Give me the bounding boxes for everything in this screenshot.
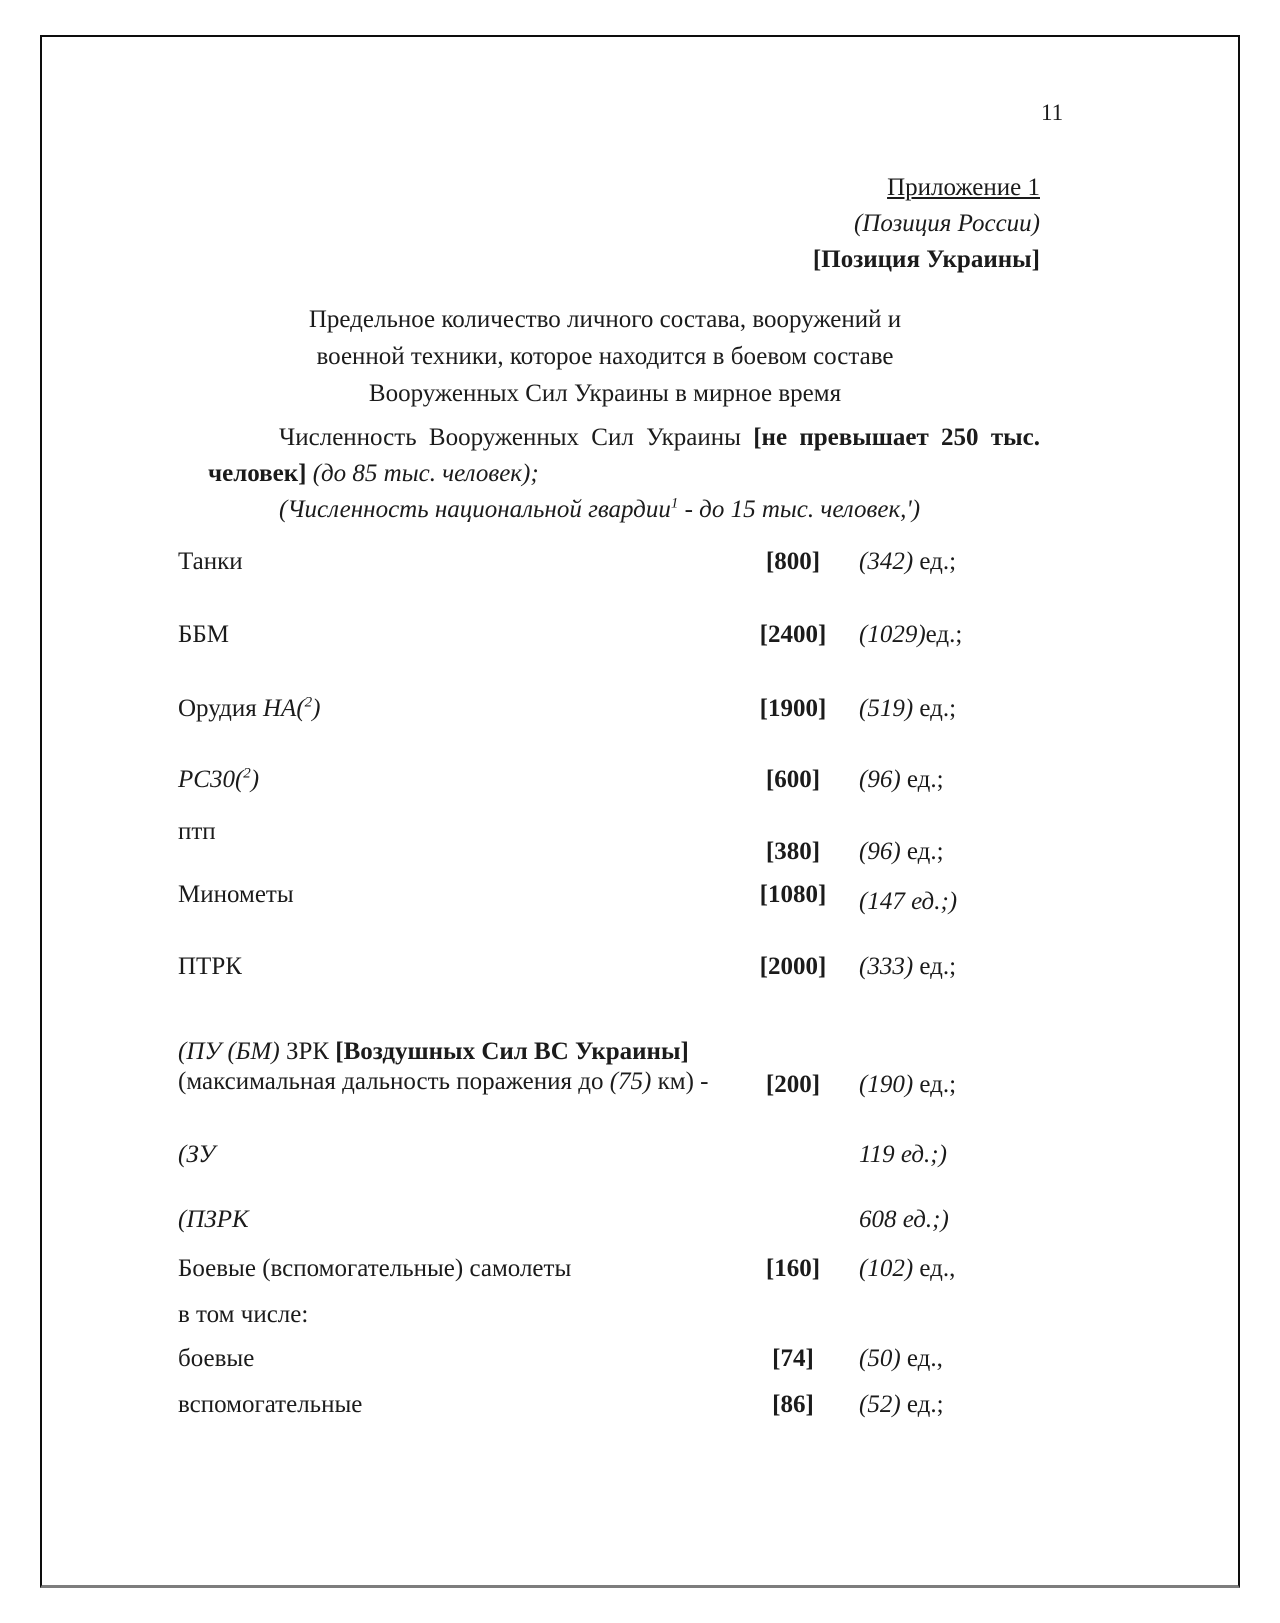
paren-value: (96) ед.; [859, 766, 944, 793]
title-line-2: военной техники, которое находится в боевом составе [316, 343, 894, 370]
bracket-value: [800] [765, 548, 821, 575]
bracket-value: [200] [765, 1071, 821, 1098]
ukraine-position-line: [Позиция Украины] [812, 246, 1040, 273]
bracket-value: [2400] [759, 621, 827, 648]
paren-value: 608 ед.;) [859, 1206, 949, 1233]
bracket-value: [160] [765, 1255, 821, 1282]
bracket-value: [1080] [759, 881, 827, 908]
paren-value: (1029)ед.; [859, 621, 963, 648]
sam-line-1: (ПУ (БМ) ЗРК [Воздушных Сил ВС Украины] [178, 1038, 689, 1065]
title-line-1: Предельное количество личного состава, вооружений и [308, 306, 902, 333]
row-label: птп [178, 818, 216, 845]
row-label: Боевые (вспомогательные) самолеты [178, 1255, 572, 1282]
paren-value: (342) ед.; [859, 548, 957, 575]
bracket-value: [2000] [759, 953, 827, 980]
row-label: ББМ [178, 621, 229, 648]
row-label [178, 1037, 768, 1097]
annex-title: Приложение 1 [887, 174, 1040, 201]
paren-value: (50) ед., [859, 1345, 943, 1372]
paren-value: (96) ед.; [859, 838, 944, 865]
personnel-line-1: Численность Вооруженных Сил Украины [не превышает 250 тыс. [279, 424, 1040, 451]
row-label: (ЗУ [178, 1141, 216, 1168]
bracket-value: [74] [772, 1345, 814, 1372]
paren-value: (102) ед., [859, 1255, 956, 1282]
document-title [42, 301, 1168, 412]
row-label: в том числе: [178, 1301, 309, 1328]
row-label: вспомогательные [178, 1391, 363, 1418]
paren-value: 119 ед.;) [859, 1141, 947, 1168]
bracket-value: [86] [772, 1391, 814, 1418]
paren-value: (519) ед.; [859, 695, 957, 722]
document-page [40, 35, 1240, 1588]
row-label: РС30($^2$) [178, 765, 260, 793]
bracket-value: [380] [765, 838, 821, 865]
row-label: боевые [178, 1345, 255, 1372]
row-label: Танки [178, 548, 243, 575]
row-label: Минометы [178, 881, 294, 908]
title-line-3: Вооруженных Сил Украины в мирное время [368, 380, 842, 407]
paren-value: (52) ед.; [859, 1391, 944, 1418]
bracket-value: [1900] [759, 695, 827, 722]
bracket-value: [600] [765, 766, 821, 793]
footnote-ref-1: 1 [670, 495, 679, 512]
paren-value: (147 ед.;) [859, 888, 958, 915]
sam-line-2: (максимальная дальность поражения до (75) км) - [178, 1068, 709, 1095]
row-label: Орудия НА($^2$) [178, 694, 321, 722]
row-label: (ПЗРК [178, 1206, 249, 1233]
personnel-line-2: человек] (до 85 тыс. человек); [208, 460, 539, 487]
personnel-paragraph [208, 420, 1040, 528]
paren-value: (333) ед.; [859, 953, 957, 980]
row-label: ПТРК [178, 953, 242, 980]
paren-value: (190) ед.; [859, 1071, 957, 1098]
annex-header [813, 170, 1040, 278]
page-number: 11 [1041, 100, 1064, 125]
russia-position-line: (Позиция России) [853, 210, 1040, 237]
guard-note: (Численность национальной гвардии$^1$ - до 15 тыс. человек,') [279, 495, 921, 523]
